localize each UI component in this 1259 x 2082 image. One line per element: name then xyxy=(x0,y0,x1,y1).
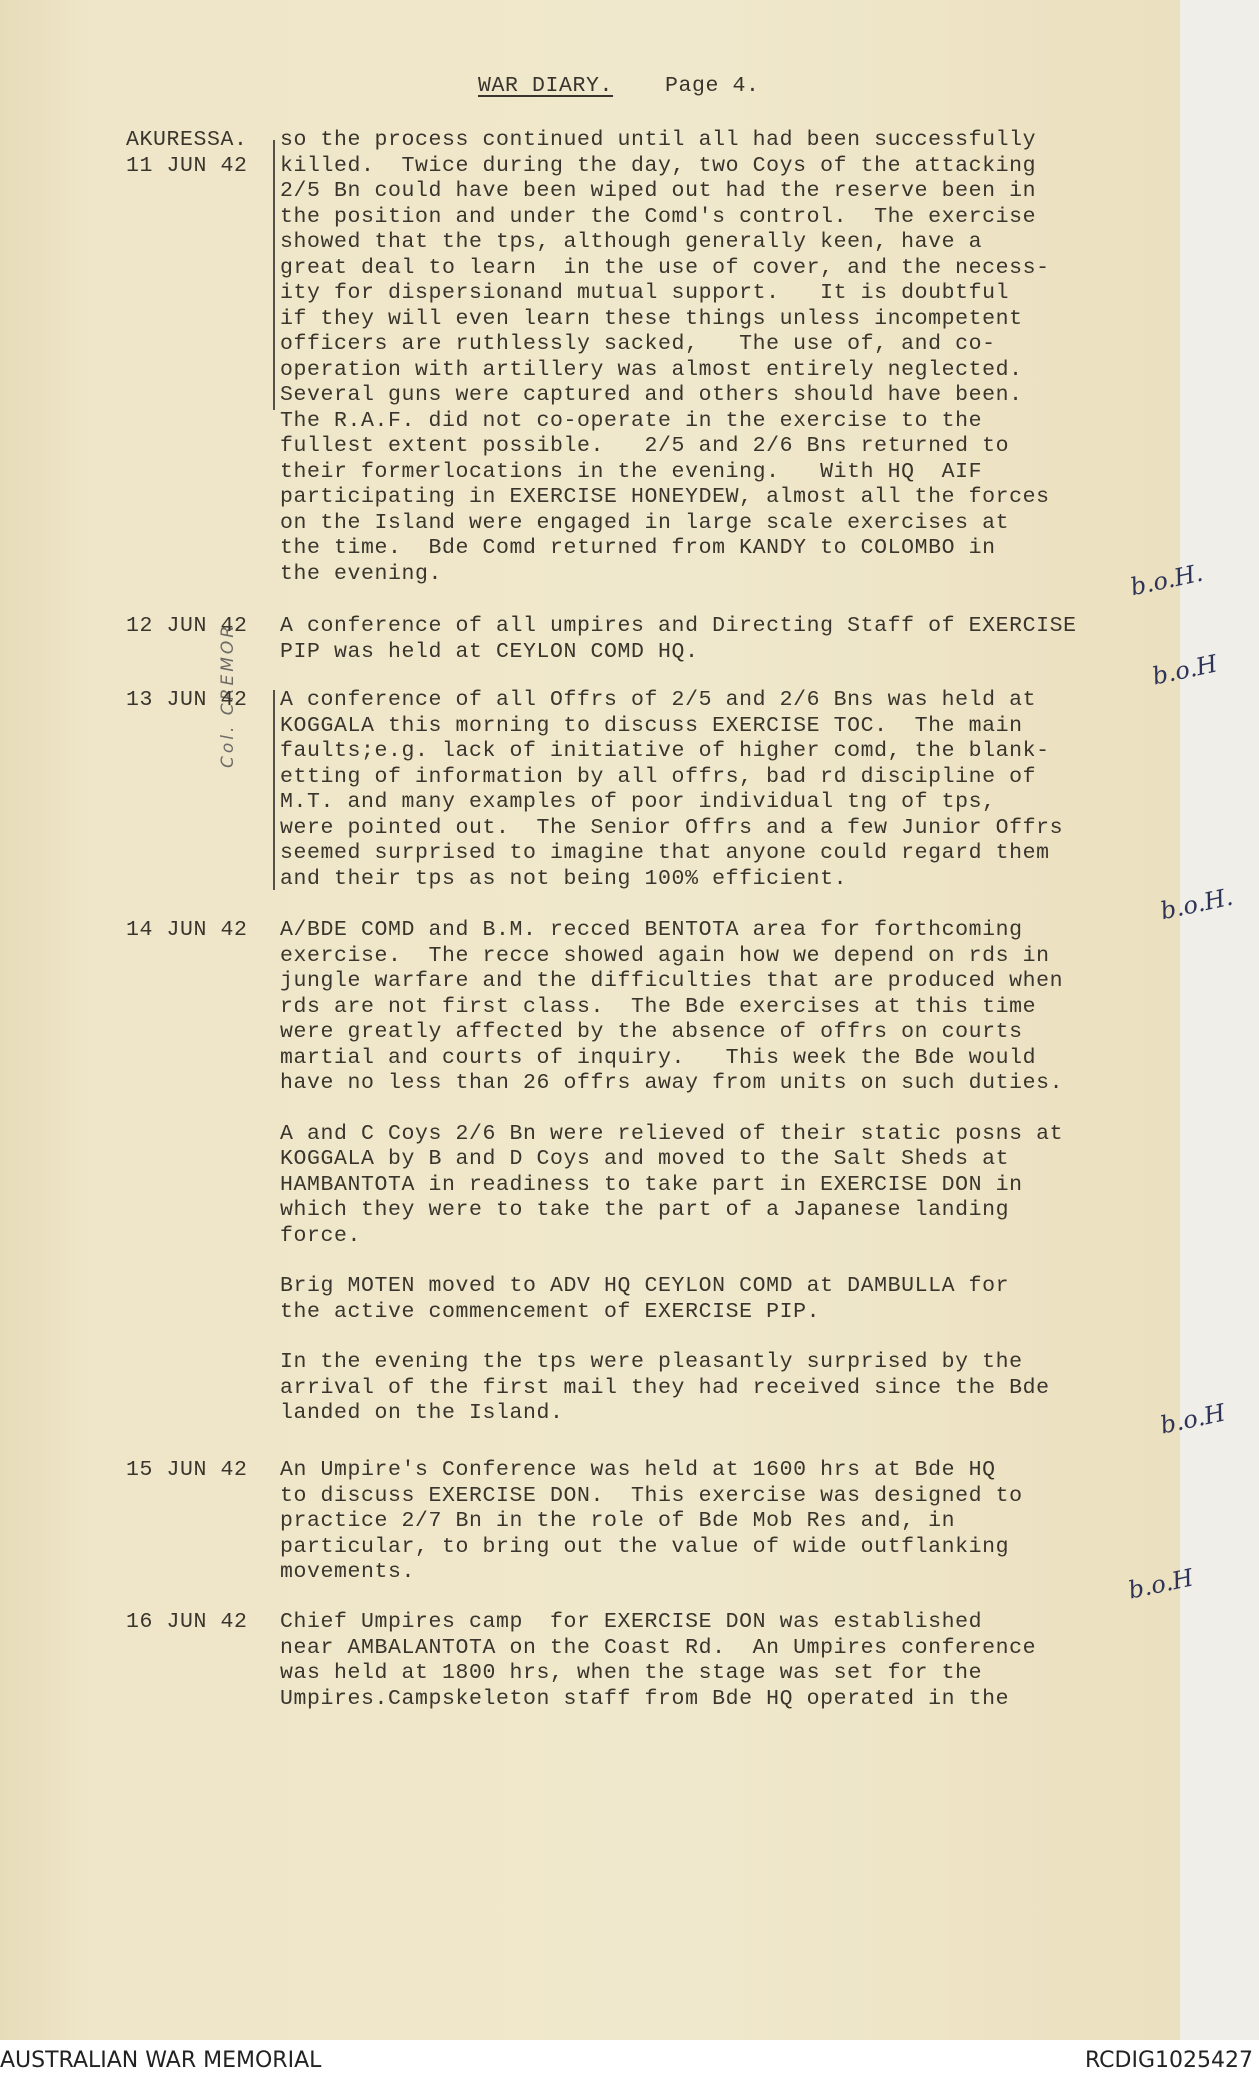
text-line: which they were to take the part of a Japanese landing xyxy=(280,1198,1010,1222)
handwritten-initials: b.o.H xyxy=(1149,649,1220,691)
text-line: have no less than 26 offrs away from units on such duties. xyxy=(280,1071,1064,1095)
text-line: to discuss EXERCISE DON. This exercise was designed to xyxy=(280,1483,1023,1508)
handwritten-initials: b.o.H xyxy=(1125,1563,1196,1605)
entry-date-line: 16 JUN 42 xyxy=(126,1610,248,1634)
paper-edge xyxy=(1180,0,1259,2040)
margin-bracket-line xyxy=(273,690,275,890)
archive-footer xyxy=(0,2040,1259,2082)
text-line: Chief Umpires camp for EXERCISE DON was established xyxy=(280,1610,983,1634)
text-line: near AMBALANTOTA on the Coast Rd. An Umpires conference xyxy=(280,1635,1037,1660)
text-line: practice 2/7 Bn in the role of Bde Mob Res and, in xyxy=(280,1509,956,1533)
entry-paragraph xyxy=(280,1458,1023,1586)
entry-text xyxy=(280,1610,1036,1712)
entry-date-line: 13 JUN 42 xyxy=(126,688,248,712)
text-line: faults;e.g. lack of initiative of higher comd, the blank- xyxy=(280,739,1050,763)
entry-date-line: 15 JUN 42 xyxy=(126,1458,248,1482)
text-line: showed that the tps, although generally keen, have a xyxy=(280,230,983,254)
text-line: ity for dispersionand mutual support. It is doubtful xyxy=(280,281,1010,305)
entry-paragraph xyxy=(280,128,1050,587)
entry-text xyxy=(280,1458,1023,1586)
archive-reference: RCDIG1025427 xyxy=(1084,2048,1253,2073)
text-line: fullest extent possible. 2/5 and 2/6 Bns returned to xyxy=(280,434,1010,458)
entry-date xyxy=(126,1610,248,1636)
text-line: the time. Bde Comd returned from KANDY to COLOMBO in xyxy=(280,536,996,560)
text-line: A and C Coys 2/6 Bn were relieved of their static posns at xyxy=(280,1121,1064,1146)
entry-date xyxy=(126,614,248,640)
text-line: A conference of all Offrs of 2/5 and 2/6 Bns was held at xyxy=(280,688,1037,712)
entry-date xyxy=(126,128,248,179)
entry-paragraph xyxy=(280,614,1077,665)
text-line: officers are ruthlessly sacked, The use of, and co- xyxy=(280,332,996,356)
text-line: participating in EXERCISE HONEYDEW, almost all the forces xyxy=(280,485,1050,509)
text-line: particular, to bring out the value of wide outflanking xyxy=(280,1534,1010,1559)
text-line: An Umpire's Conference was held at 1600 hrs at Bde HQ xyxy=(280,1458,996,1482)
text-line: Brig MOTEN moved to ADV HQ CEYLON COMD at DAMBULLA for xyxy=(280,1274,1010,1298)
text-line: etting of information by all offrs, bad rd discipline of xyxy=(280,764,1037,789)
text-line: M.T. and many examples of poor individual tng of tps, xyxy=(280,790,996,814)
text-line: the position and under the Comd's control. The exercise xyxy=(280,204,1037,229)
entry-date xyxy=(126,918,248,944)
entry-paragraph xyxy=(280,1122,1063,1250)
margin-annotation: Col. CREMOR xyxy=(218,622,238,768)
margin-bracket-line xyxy=(273,140,275,410)
entry-paragraph xyxy=(280,918,1063,1097)
text-line: A/BDE COMD and B.M. recced BENTOTA area for forthcoming xyxy=(280,918,1023,942)
entry-date-line: 11 JUN 42 xyxy=(126,153,248,178)
text-line: great deal to learn in the use of cover, and the necess- xyxy=(280,255,1050,280)
text-line: jungle warfare and the difficulties that are produced when xyxy=(280,969,1064,993)
text-line: killed. Twice during the day, two Coys of the attacking xyxy=(280,153,1037,178)
text-line: A conference of all umpires and Directing Staff of EXERCISE xyxy=(280,614,1077,638)
entry-paragraph xyxy=(280,1350,1063,1427)
handwritten-initials: b.o.H. xyxy=(1127,558,1206,602)
text-line: Umpires.Campskeleton staff from Bde HQ operated in the xyxy=(280,1686,1010,1711)
entry-text xyxy=(280,918,1063,1427)
page-number: Page 4. xyxy=(665,74,760,98)
text-line: seemed surprised to imagine that anyone could regard them xyxy=(280,841,1050,865)
text-line: The R.A.F. did not co-operate in the exercise to the xyxy=(280,408,983,433)
text-line: In the evening the tps were pleasantly surprised by the xyxy=(280,1350,1023,1374)
text-line: the evening. xyxy=(280,561,443,586)
text-line: was held at 1800 hrs, when the stage was set for the xyxy=(280,1661,983,1685)
handwritten-initials: b.o.H xyxy=(1157,1398,1228,1440)
text-line: martial and courts of inquiry. This week the Bde would xyxy=(280,1045,1037,1070)
text-line: their formerlocations in the evening. With HQ AIF xyxy=(280,459,983,484)
text-line: were pointed out. The Senior Offrs and a few Junior Offrs xyxy=(280,815,1064,840)
entry-paragraph xyxy=(280,688,1063,892)
text-line: the active commencement of EXERCISE PIP. xyxy=(280,1299,821,1324)
text-line: so the process continued until all had been successfully xyxy=(280,128,1037,152)
text-line: exercise. The recce showed again how we depend on rds in xyxy=(280,943,1050,968)
text-line: Several guns were captured and others should have been. xyxy=(280,383,1023,407)
text-line: 2/5 Bn could have been wiped out had the reserve been in xyxy=(280,179,1037,203)
text-line: movements. xyxy=(280,1560,416,1584)
text-line: were greatly affected by the absence of offrs on courts xyxy=(280,1020,1023,1044)
diary-title: WAR DIARY. xyxy=(478,74,614,98)
entry-text xyxy=(280,688,1063,892)
text-line: landed on the Island. xyxy=(280,1401,564,1425)
text-line: KOGGALA by B and D Coys and moved to the Salt Sheds at xyxy=(280,1147,1010,1171)
text-line: if they will even learn these things unless incompetent xyxy=(280,306,1023,331)
entry-text xyxy=(280,614,1077,665)
text-line: arrival of the first mail they had received since the Bde xyxy=(280,1375,1050,1400)
text-line: on the Island were engaged in large scale exercises at xyxy=(280,510,1010,535)
entry-date-line: 12 JUN 42 xyxy=(126,614,248,638)
text-line: KOGGALA this morning to discuss EXERCISE TOC. The main xyxy=(280,713,1023,738)
entry-date-line: 14 JUN 42 xyxy=(126,918,248,942)
text-line: and their tps as not being 100% efficient. xyxy=(280,866,848,891)
text-line: operation with artillery was almost entirely neglected. xyxy=(280,357,1023,382)
text-line: force. xyxy=(280,1223,362,1248)
entry-text xyxy=(280,128,1050,587)
page-header xyxy=(478,74,760,98)
entry-date xyxy=(126,1458,248,1484)
entry-date xyxy=(126,688,248,714)
entry-paragraph xyxy=(280,1274,1063,1325)
text-line: HAMBANTOTA in readiness to take part in EXERCISE DON in xyxy=(280,1172,1023,1197)
entry-paragraph xyxy=(280,1610,1036,1712)
handwritten-initials: b.o.H. xyxy=(1157,882,1236,926)
text-line: rds are not first class. The Bde exercises at this time xyxy=(280,994,1037,1019)
text-line: PIP was held at CEYLON COMD HQ. xyxy=(280,639,699,664)
entry-date-line: AKURESSA. xyxy=(126,128,248,152)
archive-name: AUSTRALIAN WAR MEMORIAL xyxy=(0,2048,322,2073)
